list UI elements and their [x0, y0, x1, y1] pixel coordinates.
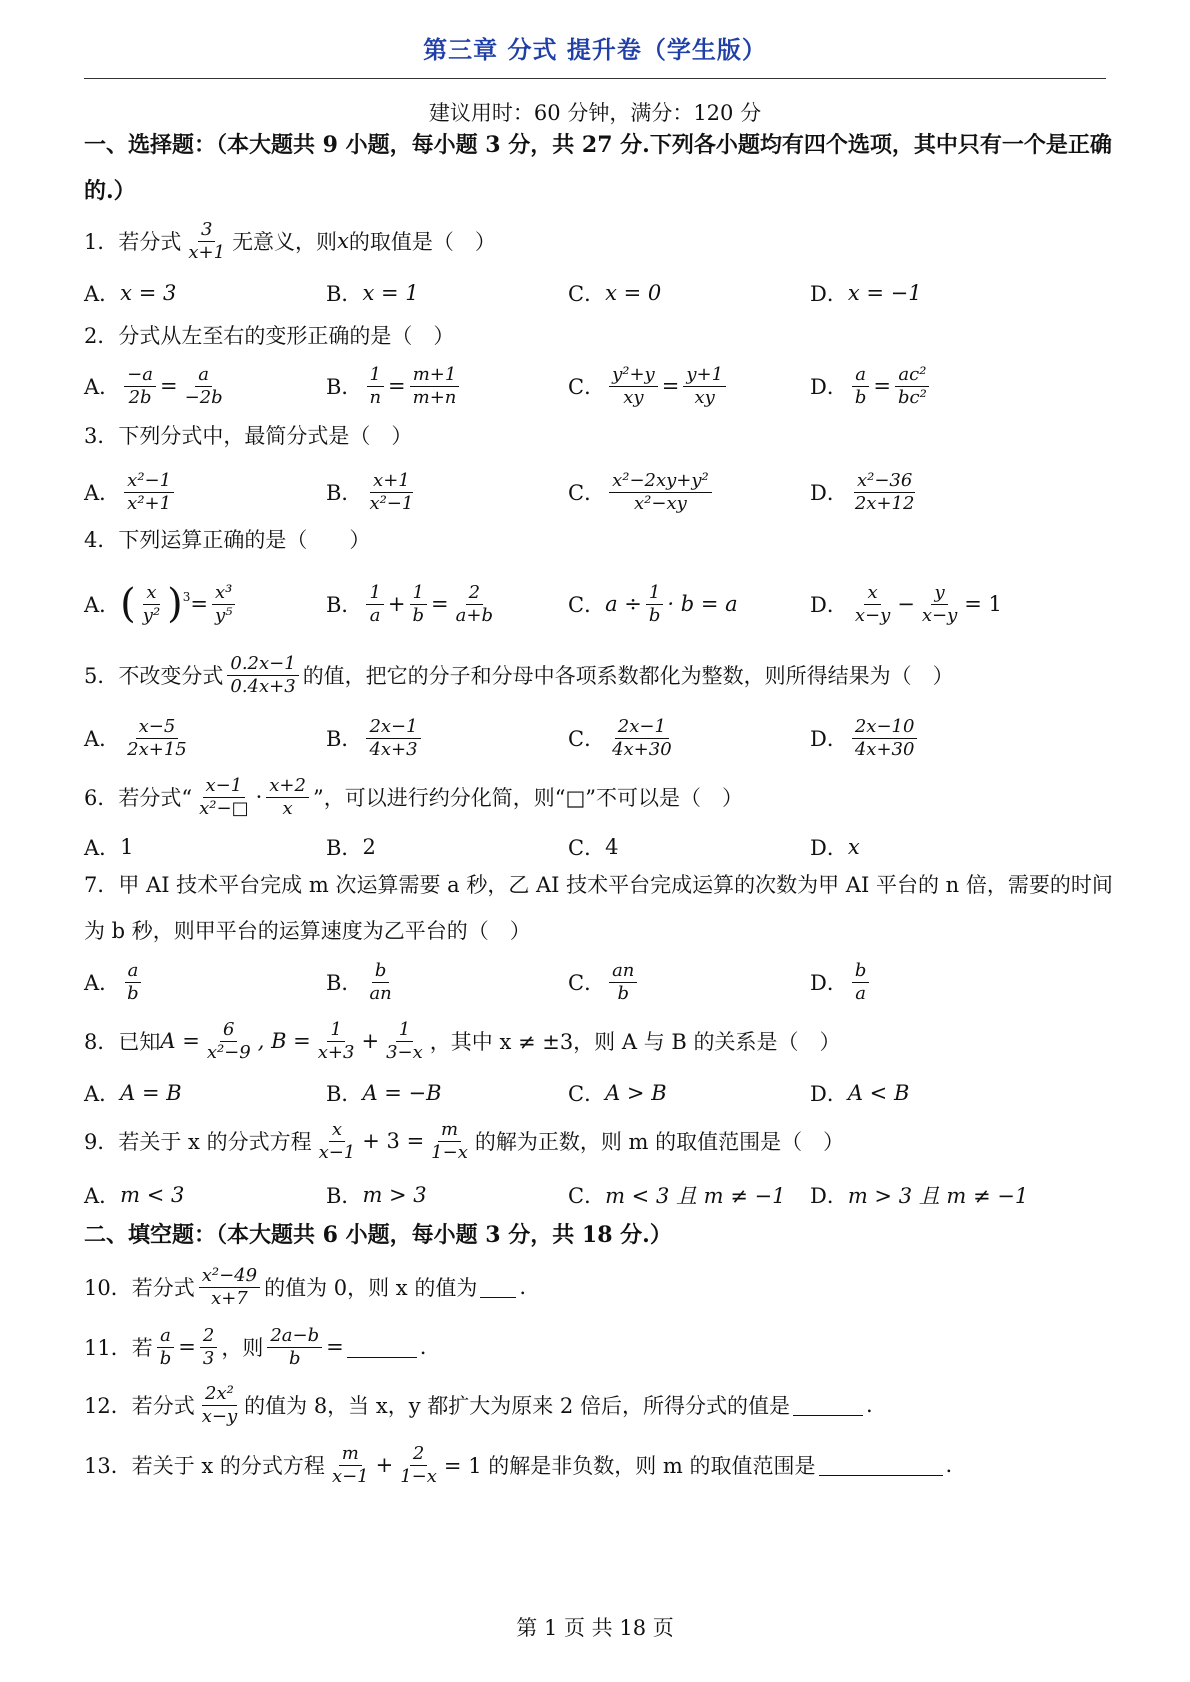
question-3: [84, 420, 1114, 450]
option-b[interactable]: B． $\frac{1}{a}$ + $\frac{1}{b}$ = $\frac{2}{a+b}$: [326, 581, 493, 626]
question-number: 12．: [84, 1394, 132, 1418]
option-d[interactable]: D． m > 3 且 m ≠ −1: [810, 1184, 1029, 1208]
option-d[interactable]: D． $\frac{x}{x-y}$ − $\frac{y}{x-y}$ = 1: [810, 581, 1002, 626]
question-text: 若分式: [131, 1394, 195, 1418]
question-12: 12． 若分式 $\frac{\text{2x²}}{x-y}$ 的值为 8，当 x，y 都扩大为原来 2 倍后，所得分式的值是 .: [84, 1382, 873, 1427]
option-c[interactable]: C． $\frac{an}{b}$: [568, 960, 810, 1005]
option-a[interactable]: A． A = B: [84, 1081, 182, 1106]
fraction: [185, 219, 228, 264]
question-number: 6．: [84, 786, 119, 810]
question-text: 若: [131, 1336, 153, 1360]
option-c[interactable]: C． A > B: [568, 1081, 667, 1106]
option-c[interactable]: C． $\frac{\text{y²+y}}{xy}$ = $\frac{y+1}{xy}$: [568, 364, 810, 409]
question-text: 的值为 0，则 x 的值为: [264, 1276, 478, 1300]
variable: x: [337, 229, 349, 253]
question-5: [84, 650, 1114, 700]
question-text: 的取值是（ ）: [348, 230, 496, 254]
question-text: 的值，把它的分子和分母中各项系数都化为整数，则所得结果为（ ）: [302, 664, 954, 688]
question-13: 13． 若关于 x 的分式方程 $\frac{m}{x-1}$ + $\frac{2}{1-x}$ = 1 的解是非负数，则 m 的取值范围是 .: [84, 1442, 953, 1487]
question-number: 5．: [84, 664, 119, 688]
question-text: 甲 AI 技术平台完成 m 次运算需要 a 秒，乙 AI 技术平台完成运算的次数为甲 AI 平台的 n 倍，需要的时间为 b 秒，则甲平台的运算速度为乙平台的（ ）: [84, 873, 1113, 943]
option-d[interactable]: D． x: [810, 835, 860, 860]
option-d[interactable]: D． A < B: [810, 1081, 910, 1106]
option-b[interactable]: B． x = 1: [326, 281, 419, 306]
question-number: 2．: [84, 324, 119, 348]
fraction: $\frac{x+2}{x}$: [266, 775, 309, 820]
option-c[interactable]: C． x = 0: [568, 281, 662, 306]
header-divider: [84, 78, 1106, 79]
question-text: 若关于 x 的分式方程: [118, 1130, 312, 1154]
option-a[interactable]: A． $\frac{\text{x²−1}}{\text{x²+1}}$: [84, 470, 326, 515]
question-text: 分式从左至右的变形正确的是（ ）: [118, 324, 455, 348]
option-a[interactable]: A． $\frac{x-5}{2x+15}$: [84, 715, 187, 760]
question-text: 不改变分式: [118, 664, 224, 688]
page-subtitle: 建议用时：60 分钟，满分：120 分: [428, 101, 762, 125]
question-text: 下列运算正确的是（ ）: [118, 528, 371, 552]
question-text: 下列分式中，最简分式是（ ）: [118, 424, 413, 448]
option-d[interactable]: D． $\frac{b}{a}$: [810, 960, 1052, 1005]
option-d[interactable]: D． $\frac{\text{x²−36}}{2x+12}$: [810, 469, 915, 514]
option-c[interactable]: C． m < 3 且 m ≠ −1: [568, 1184, 786, 1208]
option-b[interactable]: B． $\frac{x+1}{\text{x²−1}}$: [326, 469, 414, 514]
section-2-heading: 二、填空题：（本大题共 6 小题，每小题 3 分，共 18 分.）: [84, 1222, 672, 1248]
options-4: [84, 572, 1114, 636]
options-6: [84, 832, 1114, 862]
options-9: [84, 1180, 1114, 1210]
question-number: 13．: [84, 1454, 132, 1478]
option-a[interactable]: A． $\frac{-a}{2b}$ = $\frac{a}{-2b}$: [84, 363, 223, 408]
question-text: ，其中 x ≠ ±3，则 A 与 B 的关系是（ ）: [429, 1030, 841, 1054]
option-a[interactable]: A． $\frac{a}{b}$: [84, 960, 326, 1005]
question-1: [84, 216, 1114, 266]
page-footer: 第 1 页 共 18 页: [516, 1616, 674, 1640]
option-c[interactable]: C． $\frac{\text{x²−2xy+y²}}{\text{x²−xy}}$: [568, 470, 810, 515]
question-text: 已知: [118, 1030, 161, 1054]
question-6: 6． 若分式“ $\frac{x-1}{\text{x²−□}}$ · $\frac{x+2}{x}$ ”，可以进行约分化简，则“□”不可以是（ ）: [84, 774, 744, 819]
answer-blank[interactable]: [819, 1455, 943, 1476]
question-text: 的解为正数，则 m 的取值范围是（ ）: [474, 1130, 845, 1154]
answer-blank[interactable]: [793, 1395, 863, 1416]
question-text: 的值为 8，当 x，y 都扩大为原来 2 倍后，所得分式的值是: [244, 1394, 790, 1418]
question-number: 1．: [84, 230, 119, 254]
option-c[interactable]: C． $\frac{2x-1}{4x+30}$: [568, 715, 672, 760]
option-b[interactable]: B． $\frac{1}{n}$ = $\frac{m+1}{m+n}$: [326, 364, 568, 409]
option-a[interactable]: A． x = 3: [84, 281, 177, 306]
question-text: = 1 的解是非负数，则 m 的取值范围是: [443, 1454, 816, 1478]
option-a[interactable]: A． 1: [84, 835, 134, 860]
question-text: 若分式: [131, 1276, 195, 1300]
options-8: [84, 1078, 1114, 1108]
question-7: [84, 862, 1114, 954]
fraction: $\frac{0.2x-1}{0.4x+3}$: [227, 653, 298, 698]
option-b[interactable]: B． $\frac{b}{an}$: [326, 959, 392, 1004]
options-2: [84, 360, 1114, 412]
question-number: 7．: [84, 873, 119, 897]
question-number: 9．: [84, 1130, 119, 1154]
option-b[interactable]: B． m > 3: [326, 1183, 427, 1208]
options-7: [84, 956, 1114, 1008]
option-a[interactable]: A． m < 3: [84, 1183, 185, 1208]
question-number: 8．: [84, 1030, 119, 1054]
question-number: 11．: [84, 1336, 132, 1360]
page-title: 第三章 分式 提升卷（学生版）: [423, 36, 767, 64]
question-text: 无意义，则: [232, 230, 338, 254]
section-1-heading: 一、选择题：（本大题共 9 小题，每小题 3 分，共 27 分.下列各小题均有四个选项，其中只有一个是正确的.）: [84, 132, 1112, 204]
option-b[interactable]: B． 2: [326, 835, 376, 860]
question-text: 若分式“: [118, 786, 193, 810]
question-11: 11． 若 $\frac{a}{b}$ = $\frac{2}{3}$ ，则 $\frac{2a-b}{b}$ = .: [84, 1324, 427, 1369]
option-d[interactable]: D． x = −1: [810, 281, 922, 306]
options-1: [84, 278, 1114, 308]
question-text: 若关于 x 的分式方程: [131, 1454, 325, 1478]
option-d[interactable]: D． $\frac{a}{b}$ = $\frac{\text{ac²}}{\text{bc²}}$: [810, 364, 1052, 409]
question-text: ”，可以进行约分化简，则“□”不可以是（ ）: [312, 786, 744, 810]
option-d[interactable]: D． $\frac{2x-10}{4x+30}$: [810, 716, 1052, 761]
options-3: [84, 466, 1114, 518]
option-b[interactable]: B． A = −B: [326, 1081, 442, 1106]
question-10: 10． 若分式 $\frac{\text{x²−49}}{x+7}$ 的值为 0，则 x 的值为 .: [84, 1264, 527, 1309]
option-b[interactable]: B． $\frac{2x-1}{4x+3}$: [326, 716, 568, 761]
fraction: $\frac{x-1}{\text{x²−□}}$: [199, 774, 249, 819]
numerator: 3: [198, 219, 215, 242]
question-number: 4．: [84, 528, 119, 552]
question-text: 若分式: [118, 230, 182, 254]
option-c[interactable]: C． a ÷ $\frac{1}{b}$ · b = a: [568, 581, 738, 626]
question-2: [84, 320, 1114, 350]
question-9: 9． 若关于 x 的分式方程 $\frac{x}{x-1}$ + 3 = $\frac{m}{1-x}$ 的解为正数，则 m 的取值范围是（ ）: [84, 1118, 845, 1163]
denominator: x+1: [188, 241, 226, 263]
option-a[interactable]: A． ( $\frac{x}{\text{y²}}$ ) $^3$ = $\frac{\text{x³}}{\text{y⁵}}$: [84, 582, 326, 627]
option-c[interactable]: C． 4: [568, 835, 619, 860]
question-8: 8． 已知 A = $\frac{6}{\text{x²−9}}$ , B = $\frac{1}{x+3}$ + $\frac{1}{3-x}$ ，其中 x ≠ ±3，则 A 与 B 的关系是（ ）: [84, 1018, 841, 1063]
answer-blank[interactable]: [347, 1337, 417, 1358]
question-number: 10．: [84, 1276, 132, 1300]
question-number: 3．: [84, 424, 119, 448]
question-4: [84, 524, 1114, 554]
answer-blank[interactable]: [480, 1277, 516, 1298]
options-5: [84, 712, 1114, 764]
